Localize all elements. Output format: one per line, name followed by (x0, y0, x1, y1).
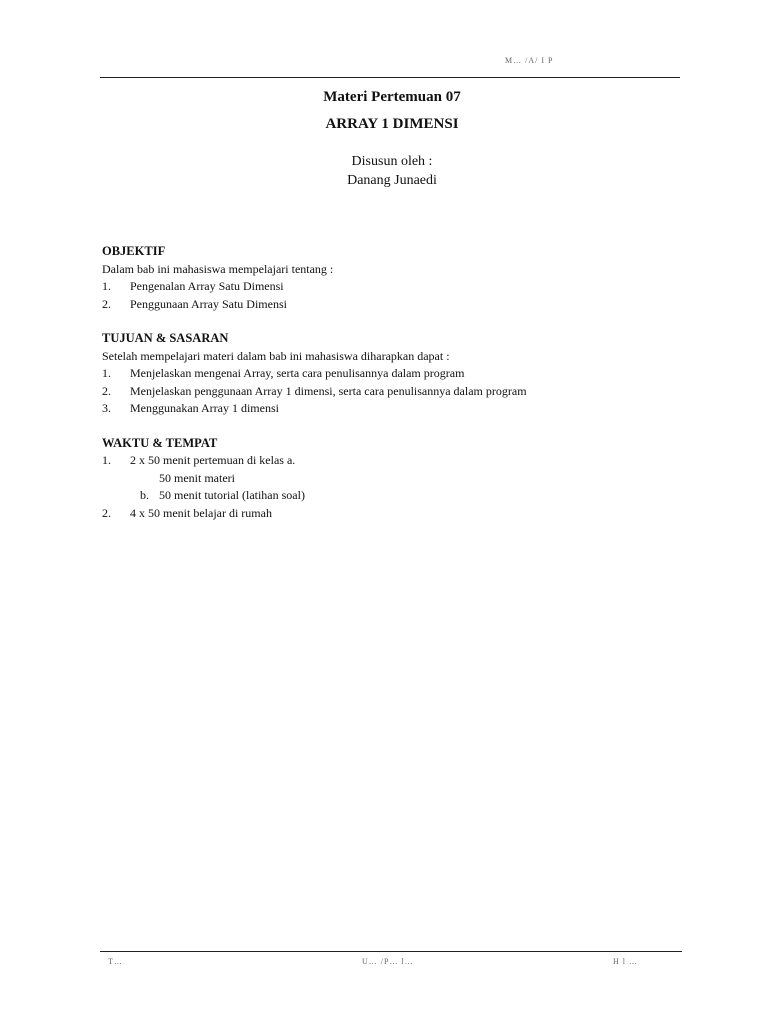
list-number: 1. (102, 366, 111, 380)
header-mark: M… /A/ I P (505, 56, 554, 65)
list-item (102, 278, 622, 296)
list-number: 2. (102, 296, 111, 311)
list-item (102, 365, 622, 383)
section-intro: Setelah mempelajari materi dalam bab ini mahasiswa diharapkan dapat : (102, 348, 450, 363)
author-block (8, 152, 768, 190)
section-objektif (102, 243, 622, 313)
footer-right-mark: H l … (613, 957, 638, 966)
list-item (102, 452, 622, 470)
author-label: Disusun oleh : (351, 154, 433, 169)
list-number: 3. (102, 401, 111, 415)
section-heading-waktu: WAKTU & TEMPAT (102, 435, 218, 450)
sub-list-text: 50 menit tutorial (latihan soal) (159, 488, 305, 502)
list-text: Menjelaskan mengenai Array, serta cara penulisannya dalam program (130, 366, 465, 380)
header-rule (100, 77, 680, 78)
list-text: Penggunaan Array Satu Dimensi (130, 296, 287, 311)
document-title: Materi Pertemuan 07 (323, 89, 461, 105)
section-heading-tujuan: TUJUAN & SASARAN (102, 331, 229, 345)
footer-rule (100, 951, 682, 952)
sub-list-number: b. (140, 488, 149, 502)
footer-middle-mark: U… /P… l… (362, 957, 414, 966)
footer-left-mark: T… (108, 957, 123, 966)
list-number: 2. (102, 383, 111, 398)
list-text: 2 x 50 menit pertemuan di kelas a. (130, 453, 296, 467)
document-body (102, 243, 622, 539)
list-item (102, 400, 622, 418)
section-heading-objektif: OBJEKTIF (102, 244, 166, 258)
sub-list-text: 50 menit materi (159, 470, 235, 485)
list-text: 4 x 50 menit belajar di rumah (130, 505, 272, 520)
list-number: 1. (102, 453, 111, 467)
list-item (102, 505, 622, 523)
author-name: Danang Junaedi (347, 173, 437, 188)
document-subtitle: ARRAY 1 DIMENSI (325, 116, 459, 132)
section-waktu (102, 435, 622, 523)
sub-list-item (102, 487, 622, 505)
section-intro: Dalam bab ini mahasiswa mempelajari tentang : (102, 261, 334, 276)
list-item (102, 383, 622, 401)
section-tujuan (102, 330, 622, 418)
list-text: Pengenalan Array Satu Dimensi (130, 279, 284, 293)
list-item (102, 296, 622, 314)
list-text: Menggunakan Array 1 dimensi (130, 401, 279, 415)
list-number: 2. (102, 505, 111, 520)
sub-list-item (102, 470, 622, 488)
list-text: Menjelaskan penggunaan Array 1 dimensi, serta cara penulisannya dalam program (130, 383, 527, 398)
list-number: 1. (102, 279, 111, 293)
